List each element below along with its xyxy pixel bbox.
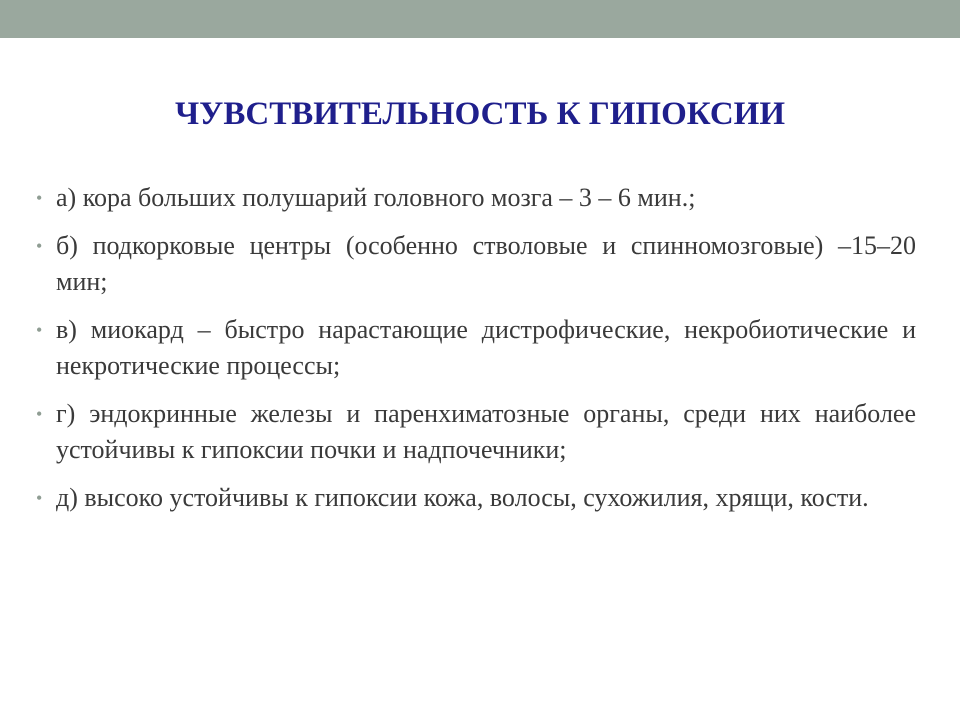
list-item xyxy=(36,312,916,384)
bullet-icon: • xyxy=(36,320,43,340)
list-item xyxy=(36,480,916,516)
bullet-icon: • xyxy=(36,236,43,256)
slide-title: ЧУВСТВИТЕЛЬНОСТЬ К ГИПОКСИИ xyxy=(174,96,786,132)
bullet-icon: • xyxy=(36,488,43,508)
bullet-list xyxy=(36,180,916,528)
bullet-icon: • xyxy=(36,188,43,208)
list-item-text: г) эндокринные железы и паренхиматозные органы, среди них наиболее устойчивы к гипоксии почки и надпочечники; xyxy=(56,399,916,464)
list-item xyxy=(36,396,916,468)
bullet-icon: • xyxy=(36,404,43,424)
list-item xyxy=(36,228,916,300)
list-item-text: д) высоко устойчивы к гипоксии кожа, волосы, сухожилия, хрящи, кости. xyxy=(56,483,869,512)
list-item xyxy=(36,180,916,216)
top-accent-bar xyxy=(0,0,960,38)
list-item-text: б) подкорковые центры (особенно стволовые и спинномозговые) –15–20 мин; xyxy=(56,231,916,296)
list-item-text: а) кора больших полушарий головного мозга – 3 – 6 мин.; xyxy=(56,183,696,212)
list-item-text: в) миокард – быстро нарастающие дистрофические, некробиотические и некротические процессы; xyxy=(56,315,916,380)
